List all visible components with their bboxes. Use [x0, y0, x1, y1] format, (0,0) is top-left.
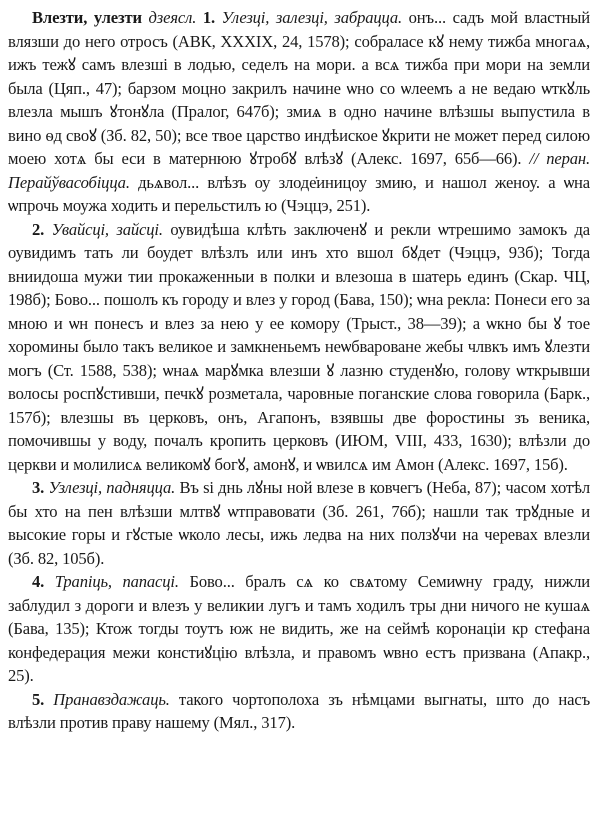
sense-3-text: Въ ѕi днь лꙋны ной влезе в ковчегъ (Неба, 87); часом хотѣл бы хто на пен влѣзши млтвꙋ ѡтправовати (Зб. 261, 76б); нашли так трꙋдные и высокие горы и гꙋстые ѡколо лесы, ижь ледва на них ползꙋчи на черевах влезли (Зб. 82, 105б). [8, 478, 590, 568]
sense-3 [8, 476, 590, 570]
sense-1 [8, 6, 590, 218]
sense-4 [8, 570, 590, 688]
headword: Влезти, улезти [32, 8, 142, 27]
sense-3-gloss: Узлезці, падняцца. [48, 478, 176, 497]
sense-5 [8, 688, 590, 735]
sense-1-sub-gloss: Перайўвасобіцца. [8, 172, 130, 192]
sense-4-text: Бово... бралъ сѧ ко свѧтому Семиѡну граду, нижли заблудил з дороги и влезъ у великии лугъ и тамъ ходилъ тры дни ничого не кушаѧ (Бава, 135); Ктож тогды тоутъ юж не видить, же на сеймѣ коронаціи кр стефана конфедерация межи констиꙋцію влѣзла, и правомъ ѡвно естъ призвана (Апакр., 25). [8, 572, 591, 685]
sense-1-number: 1. [202, 8, 215, 27]
sense-4-number: 4. [32, 572, 45, 591]
sense-2-number: 2. [32, 219, 45, 239]
sense-2-gloss: Увайсці, зайсці. [51, 219, 163, 239]
sense-2 [8, 218, 590, 477]
headword-gloss: дзеясл. [148, 8, 197, 27]
sense-5-text: такого чортополоха зъ нѣмцами выгнаты, што до насъ влѣзли против праву нашему (Мял., 317). [8, 689, 591, 732]
sense-1-sub-label: // перан. [529, 149, 591, 168]
sense-3-number: 3. [32, 478, 45, 497]
sense-2-text: оувидѣша клѣть заключенꙋ и рекли ѡтрешимо замокъ да оувидимъ тать ли боудет влѣзлъ или инъ хто вшол бꙋдет (Чэццэ, 93б); Тогда вниидоша мужи тии прокаженныи в полки и влезоша в шатерь единъ (Скар. ЧЦ, 198б); Бово... пошолъ къ городу и влез у город (Бава, 150); ѡна рекла: Понеси его за мною и ѡн понесъ и влез за нею у ее комору (Трыст., 38—39); а ѡкно бы ꙋ тое хоромины было такъ великое и замкненьемъ неѡбвароване жебы члвкъ имъ ꙋлезти могъ (Ст. 1588, 538); ѡнаѧ марꙋмка влезши ꙋ лазню студенꙋю, голову ѡткрывши волосы роспꙋстивши, печкꙋ розметала, чаровные поганские слова говорила (Барк., 157б); влезшы въ церковъ, онъ, Агапонъ, взявшы две фоpостины зъ веника, помочившы у воду, почалъ кропить церковъ (ИЮМ, VIII, 433, 1630); влѣзли до церкви и молилисѧ великомꙋ богꙋ, амонꙋ, и ѡвилсѧ им Амон (Алекс. 1697, 15б). [8, 219, 590, 474]
sense-1-gloss: Улезці, залезці, забрацца. [221, 8, 403, 27]
sense-1-text: онъ... садъ мой властный влязши до него отросъ (АВК, XXXIX, 24, 1578); собраласе кꙋ нему тижба многаѧ, ижъ тежꙋ самъ влезшi в лодью, седелъ на мори. а всѧ тижба при мори на земли была (Цяп., 47); барзом моцно закрилъ начине ѡно со ѡлеемъ а не ведаю ѡткꙋль влезла мышъ ꙋтонꙋла (Пралог, 647б); змиѧ в одно начине влѣзшы выпустила в вино ѳд своꙋ (Зб. 82, 50); все твое царство индѣиское ꙋкрити не может перед силою моею хотѧ бы еси в матернюю ꙋтробꙋ влѣзꙋ (Алекс. 1697, 65б—66). [8, 8, 591, 168]
sense-5-number: 5. [32, 689, 45, 709]
sense-4-gloss: Трапіць, папасці. [54, 572, 179, 591]
sense-1-sub-text: дьѧвол... влѣзъ оу злоде̇иницоу змию, и нашол женоу. а ѡна ѡпрочь моужа ходить и перельстилъ ю (Чэццэ, 251). [8, 172, 590, 215]
sense-5-gloss: Пранавздажаць. [53, 689, 170, 709]
